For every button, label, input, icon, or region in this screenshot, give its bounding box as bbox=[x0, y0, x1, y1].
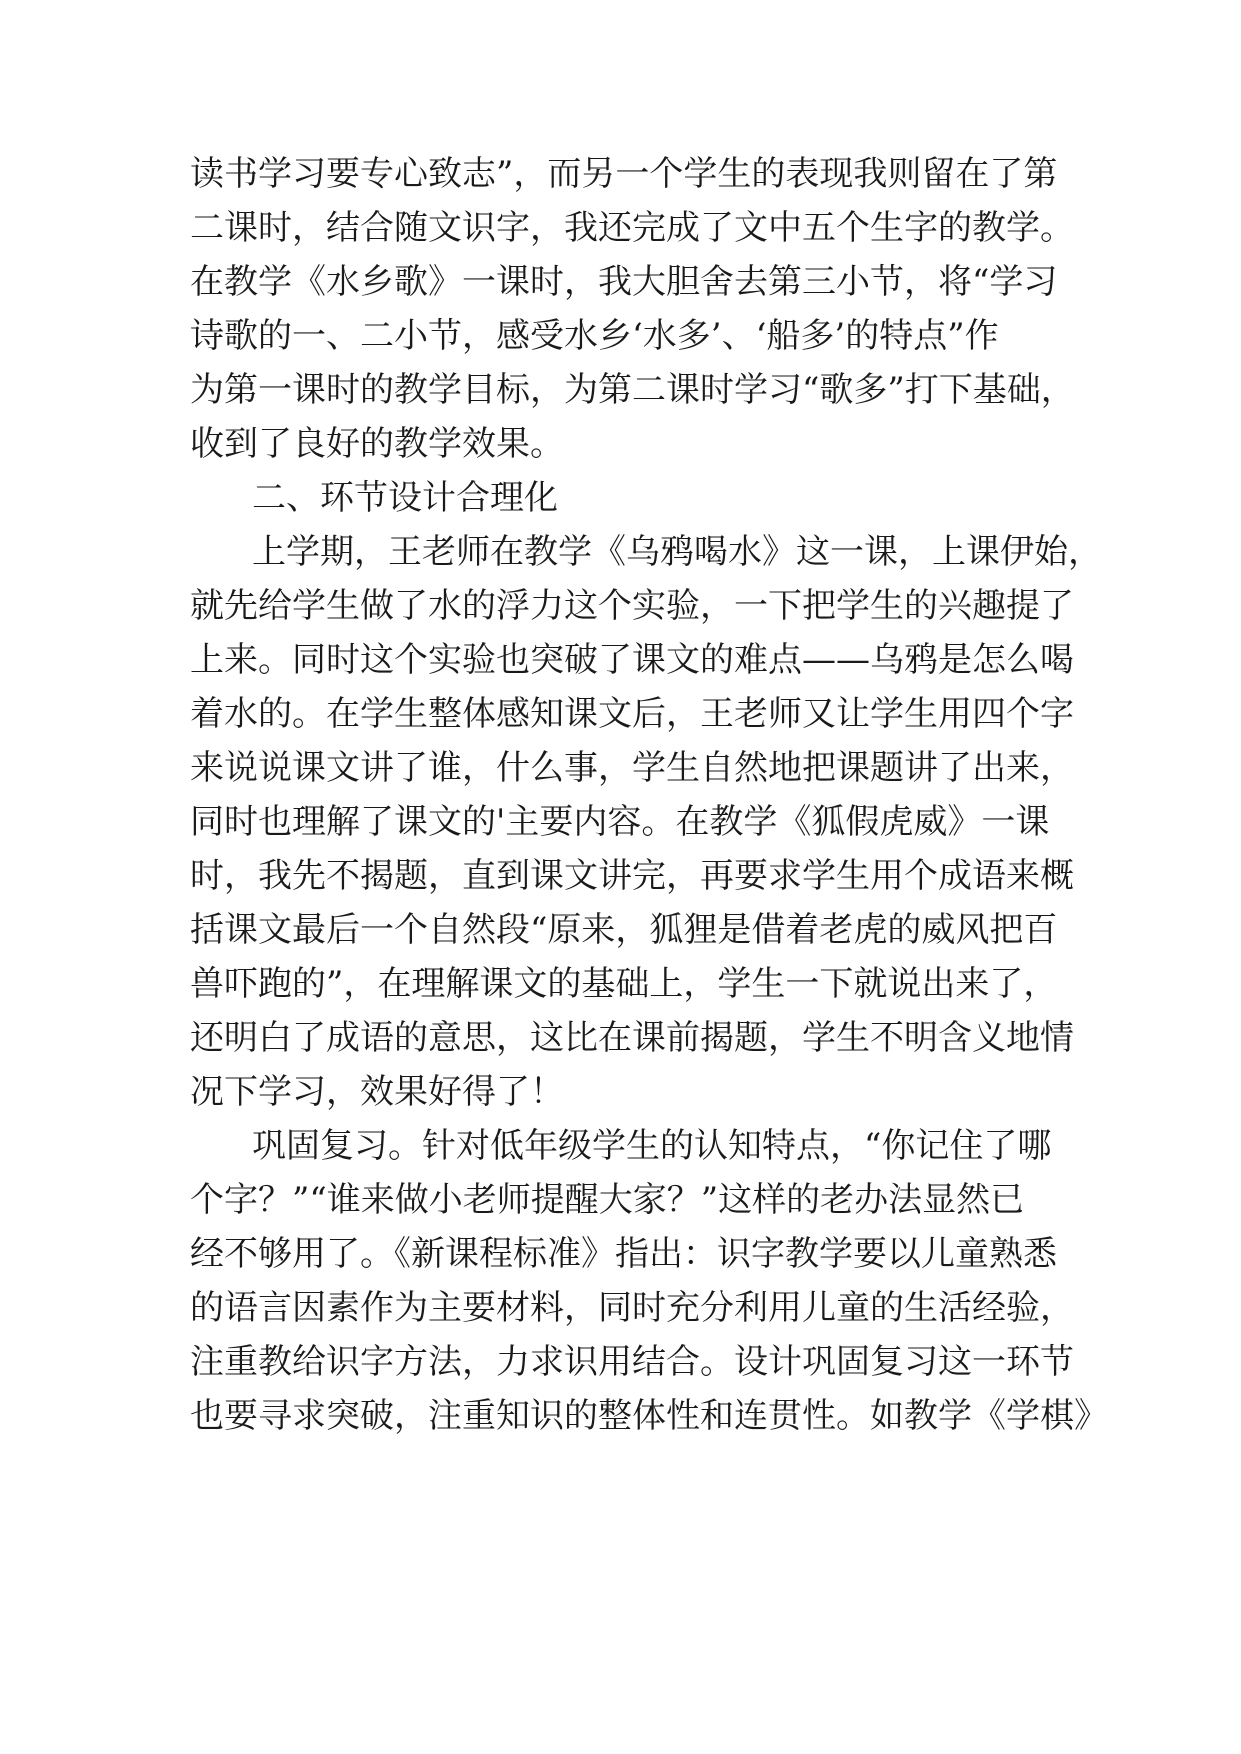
text-line: 巩固复习。针对低年级学生的认知特点，“你记住了哪 bbox=[252, 1126, 1052, 1166]
text-line: 经不够用了。《新课程标准》指出：识字教学要以儿童熟悉 bbox=[190, 1234, 1057, 1274]
text-line: 就先给学生做了水的浮力这个实验，一下把学生的兴趣提了 bbox=[190, 586, 1074, 626]
text-line: 二课时，结合随文识字，我还完成了文中五个生字的教学。 bbox=[190, 208, 1074, 248]
text-line: 注重教给识字方法，力求识用结合。设计巩固复习这一环节 bbox=[190, 1342, 1074, 1382]
text-line: 括课文最后一个自然段“原来，狐狸是借着老虎的威风把百 bbox=[190, 910, 1058, 950]
text-line: 同时也理解了课文的'主要内容。在教学《狐假虎威》一课 bbox=[190, 802, 1050, 842]
text-line: 也要寻求突破，注重知识的整体性和连贯性。如教学《学棋》 bbox=[190, 1396, 1108, 1436]
text-line: 着水的。在学生整体感知课文后，王老师又让学生用四个字 bbox=[190, 694, 1074, 734]
text-line: 个字？”“谁来做小老师提醒大家？”这样的老办法显然已 bbox=[190, 1180, 1025, 1220]
text-line: 兽吓跑的”，在理解课文的基础上，学生一下就说出来了， bbox=[190, 964, 1058, 1004]
text-line: 读书学习要专心致志”，而另一个学生的表现我则留在了第 bbox=[190, 154, 1058, 194]
text-line: 上学期，王老师在教学《乌鸦喝水》这一课，上课伊始， bbox=[252, 532, 1102, 572]
text-line: 的语言因素作为主要材料，同时充分利用儿童的生活经验， bbox=[190, 1288, 1074, 1328]
text-line: 收到了良好的教学效果。 bbox=[190, 424, 564, 464]
text-line: 来说说课文讲了谁，什么事，学生自然地把课题讲了出来， bbox=[190, 748, 1074, 788]
text-line: 诗歌的一、二小节，感受水乡‘水多’、‘船多’的特点”作 bbox=[190, 316, 999, 356]
text-line: 时，我先不揭题，直到课文讲完，再要求学生用个成语来概 bbox=[190, 856, 1074, 896]
text-line: 上来。同时这个实验也突破了课文的难点——乌鸦是怎么喝 bbox=[190, 640, 1074, 680]
text-line: 还明白了成语的意思，这比在课前揭题，学生不明含义地情 bbox=[190, 1018, 1074, 1058]
text-line: 为第一课时的教学目标，为第二课时学习“歌多”打下基础， bbox=[190, 370, 1075, 410]
text-line: 在教学《水乡歌》一课时，我大胆舍去第三小节，将“学习 bbox=[190, 262, 1058, 302]
text-line: 况下学习，效果好得了！ bbox=[190, 1072, 564, 1112]
section-heading: 二、环节设计合理化 bbox=[252, 478, 558, 518]
